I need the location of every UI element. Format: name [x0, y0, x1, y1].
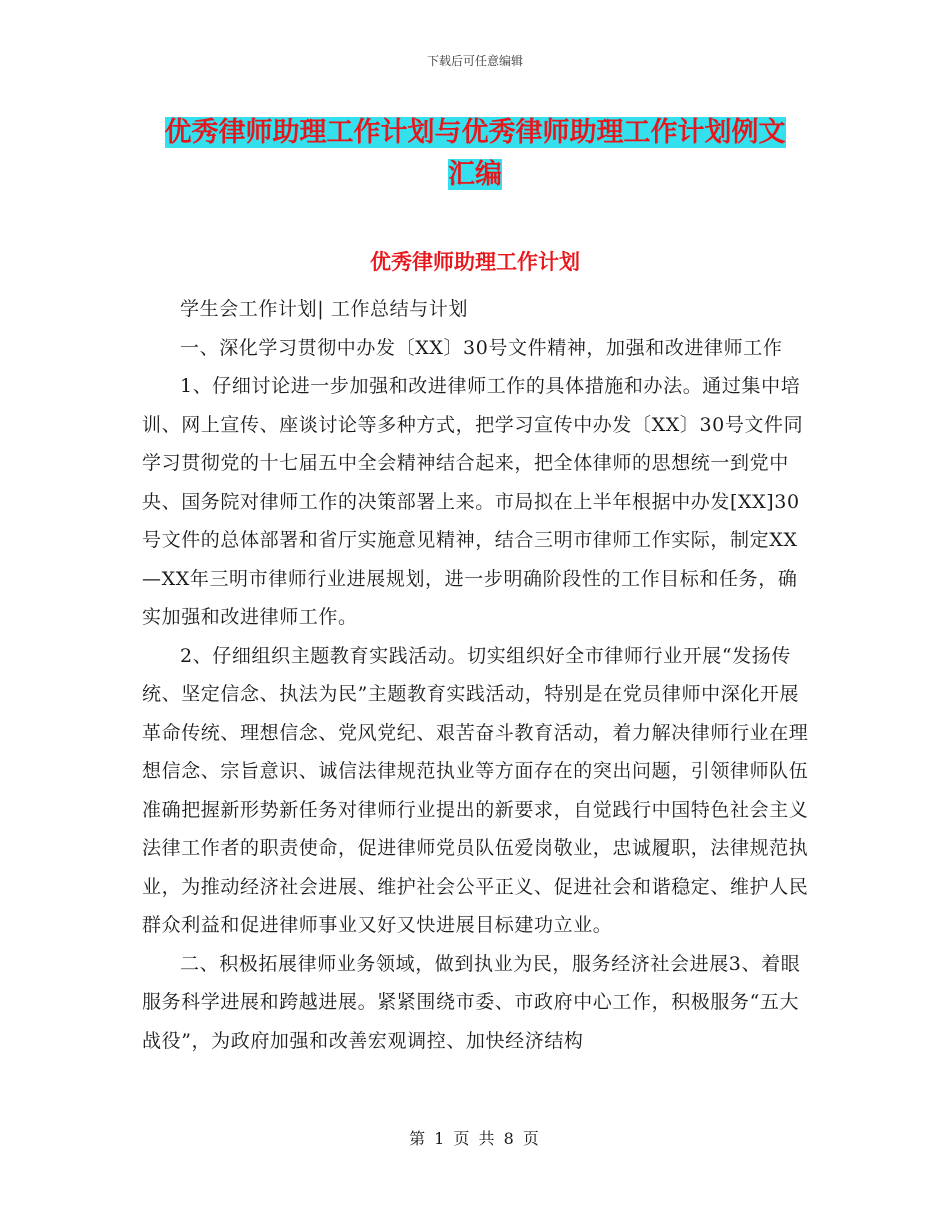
paragraph: 学生会工作计划| 工作总结与计划 [180, 298, 469, 320]
paragraph: 二、积极拓展律师业务领域，做到执业为民，服务经济社会进展3、着眼服务科学进展和跨越进展。紧紧围绕市委、市政府中心工作，积极服务“五大战役”，为政府加强和改善宏观调控、加快经济结构 [142, 952, 801, 1052]
title-line-1: 优秀律师助理工作计划与优秀律师助理工作计划例文 [164, 117, 786, 148]
document-title [140, 112, 810, 196]
paragraph: 1、仔细讨论进一步加强和改进律师工作的具体措施和办法。通过集中培训、网上宣传、座谈讨论等多种方式，把学习宣传中办发〔XX〕30号文件同学习贯彻党的十七届五中全会精神结合起来，把全体律师的思想统一到党中央、国务院对律师工作的决策部署上来。市局拟在上半年根据中办发[XX]30号文件的总体部署和省厅实施意见精神，结合三明市律师工作实际，制定XX—XX年三明市律师行业进展规划，进一步明确阶段性的工作目标和任务，确实加强和改进律师工作。 [142, 375, 804, 628]
section-title: 优秀律师助理工作计划 [370, 250, 580, 274]
header-note: 下载后可任意编辑 [426, 54, 523, 68]
document-body [142, 290, 810, 1060]
page-footer: 第 1 页 共 8 页 [409, 1129, 541, 1148]
paragraph: 2、仔细组织主题教育实践活动。切实组织好全市律师行业开展“发扬传统、坚定信念、执法为民”主题教育实践活动，特别是在党员律师中深化开展革命传统、理想信念、党风党纪、艰苦奋斗教育活动，着力解决律师行业在理想信念、宗旨意识、诚信法律规范执业等方面存在的突出问题，引领律师队伍准确把握新形势新任务对律师行业提出的新要求，自觉践行中国特色社会主义法律工作者的职责使命，促进律师党员队伍爱岗敬业，忠诚履职，法律规范执业，为推动经济社会进展、维护社会公平正义、促进社会和谐稳定、维护人民群众利益和促进律师事业又好又快进展目标建功立业。 [142, 644, 809, 936]
title-line-2: 汇编 [448, 159, 502, 190]
paragraph: 一、深化学习贯彻中办发〔XX〕30号文件精神，加强和改进律师工作 [180, 336, 783, 359]
